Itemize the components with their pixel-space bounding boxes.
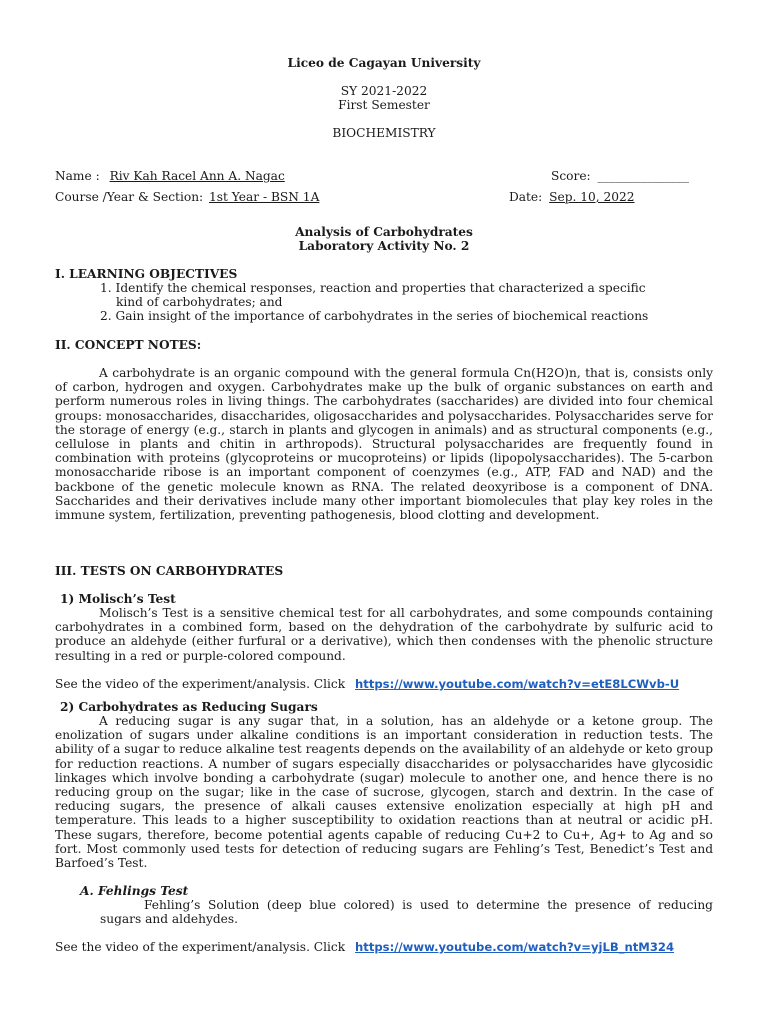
video-link[interactable]: https://www.youtube.com/watch?v=yjLB_ntM324: [355, 940, 675, 954]
activity-title: Analysis of Carbohydrates: [295, 225, 473, 239]
section-heading: III. TESTS ON CARBOHYDRATES: [55, 564, 284, 578]
sub-heading: A. Fehlings Test: [80, 884, 189, 898]
objective-item: 1. Identify the chemical responses, reaction and properties that characterized a specific: [100, 281, 646, 295]
video-link[interactable]: https://www.youtube.com/watch?v=etE8LCWvb-U: [355, 677, 680, 691]
score-value: _______________: [597, 169, 689, 183]
video-row: [55, 677, 679, 691]
section-heading: I. LEARNING OBJECTIVES: [55, 267, 238, 281]
date-label: Date:: [509, 190, 543, 204]
video-label: See the video of the experiment/analysis. Click: [55, 677, 346, 691]
concept-notes-paragraph: [55, 366, 713, 522]
date-value: Sep. 10, 2022: [549, 190, 635, 204]
name-label: Name :: [55, 169, 100, 183]
paragraph-text: Fehling’s Solution (deep blue colored) is used to determine the presence of reducing sugars and aldehydes.: [100, 898, 713, 927]
video-row: [55, 940, 674, 954]
course-value: 1st Year - BSN 1A: [209, 190, 320, 204]
paragraph-text: A carbohydrate is an organic compound with the general formula Cn(H2O)n, that is, consists only of carbon, hydrogen and oxygen. Carbohydrates make up the bulk of organic substances on earth and perform numerous roles in living things. The carbohydrates (saccharides) are divided into four chemical groups: monosaccharides, disaccharides, oligosaccharides and polysaccharides. Polysaccharides serve for the storage of energy (e.g., starch in plants and glycogen in animals) and as structural components (e.g., cellulose in plants and chitin in arthropods). Structural polysaccharides are frequently found in combination with proteins (glycoproteins or mucoproteins) or lipids (lipopolysaccharides). The 5-carbon monosaccharide ribose is an important component of coenzymes (e.g., ATP, FAD and NAD) and the backbone of the genetic molecule known as RNA. The related deoxyribose is a component of DNA. Saccharides and their derivatives include many other important biomolecules that play key roles in the immune system, fertilization, preventing pathogenesis, blood clotting and development.: [55, 366, 713, 523]
test-heading: 2) Carbohydrates as Reducing Sugars: [60, 700, 318, 714]
molisch-paragraph: [55, 606, 713, 663]
name-value: Riv Kah Racel Ann A. Nagac: [109, 169, 285, 183]
objective-item: kind of carbohydrates; and: [116, 295, 283, 309]
score-label: Score:: [551, 169, 591, 183]
course-label: Course /Year & Section:: [55, 190, 204, 204]
objective-item: 2. Gain insight of the importance of carbohydrates in the series of biochemical reactions: [100, 309, 649, 323]
course-row: [55, 190, 319, 204]
test-heading: 1) Molisch’s Test: [60, 592, 176, 606]
paragraph-text: A reducing sugar is any sugar that, in a solution, has an aldehyde or a ketone group. The enolization of sugars under alkaline conditions is an important consideration in reduction tests. The ability of a sugar to reduce alkaline test reagents depends on the availability of an aldehyde or keto group for reduction reactions. A number of sugars especially disaccharides or polysaccharides have glycosidic linkages which involve bonding a carbohydrate (sugar) molecule to another one, and hence there is no reducing group on the sugar; like in the case of sucrose, glycogen, starch and dextrin. In the case of reducing sugars, the presence of alkali causes extensive enolization especially at high pH and temperature. This leads to a higher susceptibility to oxidation reactions than at neutral or acidic pH. These sugars, therefore, become potential agents capable of reducing Cu+2 to Cu+, Ag+ to Ag and so fort. Most commonly used tests for detection of reducing sugars are Fehling’s Test, Benedict’s Test and Barfoed’s Test.: [55, 714, 713, 871]
score-row: [551, 169, 689, 183]
name-row: [55, 169, 285, 183]
fehlings-paragraph: [100, 898, 713, 926]
video-label: See the video of the experiment/analysis. Click: [55, 940, 346, 954]
semester: First Semester: [338, 98, 430, 112]
subject: BIOCHEMISTRY: [332, 126, 436, 140]
section-heading: II. CONCEPT NOTES:: [55, 338, 202, 352]
activity-subtitle: Laboratory Activity No. 2: [298, 239, 470, 253]
date-row: [509, 190, 635, 204]
university-name: Liceo de Cagayan University: [287, 56, 481, 70]
school-year: SY 2021-2022: [340, 84, 428, 98]
paragraph-text: Molisch’s Test is a sensitive chemical test for all carbohydrates, and some compounds containing carbohydrates in a combined form, based on the dehydration of the carbohydrate by sulfuric acid to produce an aldehyde (either furfural or a derivative), which then condenses with the phenolic structure resulting in a red or purple-colored compound.: [55, 606, 713, 663]
reducing-sugars-paragraph: [55, 714, 713, 870]
